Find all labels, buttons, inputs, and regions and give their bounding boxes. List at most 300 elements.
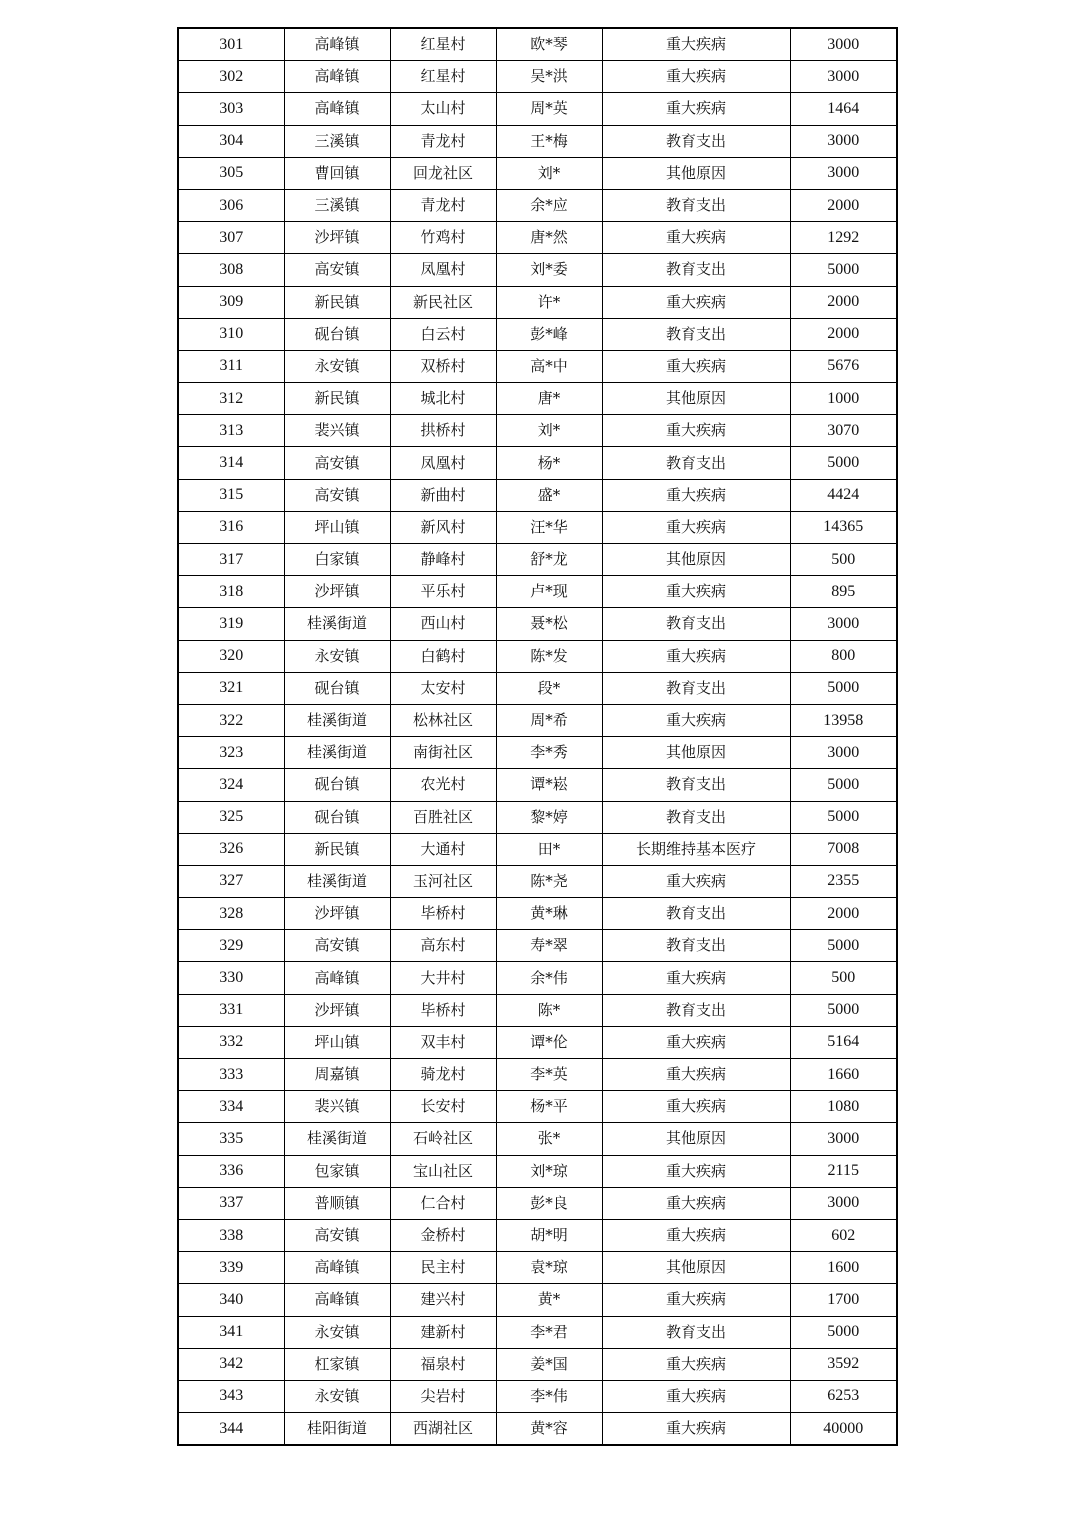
- serial-number-cell: 341: [178, 1316, 284, 1348]
- name-cell: 段*: [496, 672, 602, 704]
- village-cell: 新民社区: [390, 286, 496, 318]
- reason-cell: 其他原因: [602, 737, 790, 769]
- table-row: [178, 447, 897, 479]
- village-cell: 西山村: [390, 608, 496, 640]
- township-cell: 永安镇: [284, 1316, 390, 1348]
- amount-cell: 602: [790, 1219, 897, 1251]
- reason-cell: 教育支出: [602, 930, 790, 962]
- village-cell: 毕桥村: [390, 898, 496, 930]
- table-row: [178, 576, 897, 608]
- village-cell: 高东村: [390, 930, 496, 962]
- serial-number-cell: 325: [178, 801, 284, 833]
- serial-number-cell: 326: [178, 833, 284, 865]
- amount-cell: 3000: [790, 28, 897, 61]
- serial-number-cell: 340: [178, 1284, 284, 1316]
- serial-number-cell: 306: [178, 189, 284, 221]
- serial-number-cell: 302: [178, 61, 284, 93]
- serial-number-cell: 333: [178, 1059, 284, 1091]
- reason-cell: 重大疾病: [602, 1026, 790, 1058]
- village-cell: 新曲村: [390, 479, 496, 511]
- amount-cell: 5000: [790, 447, 897, 479]
- reason-cell: 其他原因: [602, 1123, 790, 1155]
- reason-cell: 重大疾病: [602, 61, 790, 93]
- village-cell: 建兴村: [390, 1284, 496, 1316]
- amount-cell: 3000: [790, 157, 897, 189]
- township-cell: 沙坪镇: [284, 994, 390, 1026]
- reason-cell: 重大疾病: [602, 1187, 790, 1219]
- amount-cell: 14365: [790, 511, 897, 543]
- township-cell: 坪山镇: [284, 511, 390, 543]
- serial-number-cell: 327: [178, 865, 284, 897]
- village-cell: 西湖社区: [390, 1413, 496, 1446]
- township-cell: 高峰镇: [284, 962, 390, 994]
- village-cell: 静峰村: [390, 544, 496, 576]
- serial-number-cell: 305: [178, 157, 284, 189]
- reason-cell: 教育支出: [602, 672, 790, 704]
- table-row: [178, 672, 897, 704]
- serial-number-cell: 314: [178, 447, 284, 479]
- amount-cell: 3000: [790, 608, 897, 640]
- township-cell: 高峰镇: [284, 61, 390, 93]
- table-row: [178, 801, 897, 833]
- village-cell: 大井村: [390, 962, 496, 994]
- serial-number-cell: 321: [178, 672, 284, 704]
- reason-cell: 重大疾病: [602, 1348, 790, 1380]
- township-cell: 高峰镇: [284, 1284, 390, 1316]
- name-cell: 陈*发: [496, 640, 602, 672]
- name-cell: 黄*琳: [496, 898, 602, 930]
- township-cell: 三溪镇: [284, 189, 390, 221]
- amount-cell: 500: [790, 544, 897, 576]
- name-cell: 张*: [496, 1123, 602, 1155]
- amount-cell: 800: [790, 640, 897, 672]
- serial-number-cell: 344: [178, 1413, 284, 1446]
- serial-number-cell: 335: [178, 1123, 284, 1155]
- reason-cell: 重大疾病: [602, 865, 790, 897]
- amount-cell: 3592: [790, 1348, 897, 1380]
- amount-cell: 1464: [790, 93, 897, 125]
- village-cell: 新风村: [390, 511, 496, 543]
- table-row: [178, 1316, 897, 1348]
- table-row: [178, 286, 897, 318]
- township-cell: 包家镇: [284, 1155, 390, 1187]
- serial-number-cell: 309: [178, 286, 284, 318]
- amount-cell: 2115: [790, 1155, 897, 1187]
- township-cell: 砚台镇: [284, 801, 390, 833]
- township-cell: 桂溪街道: [284, 704, 390, 736]
- amount-cell: 5000: [790, 254, 897, 286]
- reason-cell: 重大疾病: [602, 28, 790, 61]
- serial-number-cell: 318: [178, 576, 284, 608]
- name-cell: 盛*: [496, 479, 602, 511]
- reason-cell: 其他原因: [602, 157, 790, 189]
- name-cell: 李*伟: [496, 1380, 602, 1412]
- serial-number-cell: 337: [178, 1187, 284, 1219]
- name-cell: 刘*: [496, 157, 602, 189]
- table-row: [178, 415, 897, 447]
- name-cell: 卢*现: [496, 576, 602, 608]
- name-cell: 唐*: [496, 383, 602, 415]
- reason-cell: 重大疾病: [602, 962, 790, 994]
- reason-cell: 其他原因: [602, 1252, 790, 1284]
- table-row: [178, 61, 897, 93]
- township-cell: 沙坪镇: [284, 576, 390, 608]
- reason-cell: 教育支出: [602, 125, 790, 157]
- amount-cell: 3000: [790, 737, 897, 769]
- amount-cell: 5000: [790, 930, 897, 962]
- table-row: [178, 93, 897, 125]
- name-cell: 田*: [496, 833, 602, 865]
- township-cell: 普顺镇: [284, 1187, 390, 1219]
- amount-cell: 500: [790, 962, 897, 994]
- name-cell: 李*英: [496, 1059, 602, 1091]
- village-cell: 毕桥村: [390, 994, 496, 1026]
- table-row: [178, 640, 897, 672]
- table-row: [178, 511, 897, 543]
- table-row: [178, 1155, 897, 1187]
- village-cell: 农光村: [390, 769, 496, 801]
- table-row: [178, 383, 897, 415]
- amount-cell: 3070: [790, 415, 897, 447]
- table-row: [178, 1026, 897, 1058]
- township-cell: 曹回镇: [284, 157, 390, 189]
- amount-cell: 1660: [790, 1059, 897, 1091]
- serial-number-cell: 334: [178, 1091, 284, 1123]
- amount-cell: 1600: [790, 1252, 897, 1284]
- table-row: [178, 1252, 897, 1284]
- village-cell: 双桥村: [390, 350, 496, 382]
- village-cell: 骑龙村: [390, 1059, 496, 1091]
- table-row: [178, 1123, 897, 1155]
- township-cell: 砚台镇: [284, 672, 390, 704]
- township-cell: 三溪镇: [284, 125, 390, 157]
- village-cell: 红星村: [390, 28, 496, 61]
- village-cell: 尖岩村: [390, 1380, 496, 1412]
- reason-cell: 重大疾病: [602, 415, 790, 447]
- village-cell: 百胜社区: [390, 801, 496, 833]
- table-row: [178, 1348, 897, 1380]
- table-row: [178, 1059, 897, 1091]
- serial-number-cell: 338: [178, 1219, 284, 1251]
- name-cell: 姜*国: [496, 1348, 602, 1380]
- village-cell: 红星村: [390, 61, 496, 93]
- serial-number-cell: 329: [178, 930, 284, 962]
- table-row: [178, 930, 897, 962]
- table-row: [178, 222, 897, 254]
- township-cell: 桂溪街道: [284, 865, 390, 897]
- reason-cell: 教育支出: [602, 608, 790, 640]
- table-row: [178, 1219, 897, 1251]
- name-cell: 刘*: [496, 415, 602, 447]
- amount-cell: 5000: [790, 672, 897, 704]
- serial-number-cell: 301: [178, 28, 284, 61]
- amount-cell: 1292: [790, 222, 897, 254]
- amount-cell: 3000: [790, 125, 897, 157]
- amount-cell: 6253: [790, 1380, 897, 1412]
- table-row: [178, 608, 897, 640]
- township-cell: 永安镇: [284, 1380, 390, 1412]
- village-cell: 松林社区: [390, 704, 496, 736]
- table-row: [178, 1413, 897, 1446]
- village-cell: 城北村: [390, 383, 496, 415]
- township-cell: 高安镇: [284, 447, 390, 479]
- amount-cell: 3000: [790, 61, 897, 93]
- serial-number-cell: 303: [178, 93, 284, 125]
- township-cell: 白家镇: [284, 544, 390, 576]
- village-cell: 石岭社区: [390, 1123, 496, 1155]
- table-row: [178, 479, 897, 511]
- amount-cell: 13958: [790, 704, 897, 736]
- amount-cell: 3000: [790, 1123, 897, 1155]
- township-cell: 周嘉镇: [284, 1059, 390, 1091]
- township-cell: 高安镇: [284, 1219, 390, 1251]
- village-cell: 民主村: [390, 1252, 496, 1284]
- serial-number-cell: 313: [178, 415, 284, 447]
- name-cell: 欧*琴: [496, 28, 602, 61]
- township-cell: 高峰镇: [284, 93, 390, 125]
- serial-number-cell: 316: [178, 511, 284, 543]
- village-cell: 平乐村: [390, 576, 496, 608]
- serial-number-cell: 342: [178, 1348, 284, 1380]
- township-cell: 永安镇: [284, 640, 390, 672]
- reason-cell: 教育支出: [602, 1316, 790, 1348]
- village-cell: 玉河社区: [390, 865, 496, 897]
- village-cell: 回龙社区: [390, 157, 496, 189]
- amount-cell: 4424: [790, 479, 897, 511]
- township-cell: 高安镇: [284, 254, 390, 286]
- name-cell: 汪*华: [496, 511, 602, 543]
- township-cell: 杠家镇: [284, 1348, 390, 1380]
- name-cell: 彭*峰: [496, 318, 602, 350]
- reason-cell: 重大疾病: [602, 479, 790, 511]
- amount-cell: 5000: [790, 769, 897, 801]
- village-cell: 太安村: [390, 672, 496, 704]
- amount-cell: 2000: [790, 286, 897, 318]
- serial-number-cell: 320: [178, 640, 284, 672]
- table-row: [178, 1284, 897, 1316]
- amount-cell: 1080: [790, 1091, 897, 1123]
- township-cell: 砚台镇: [284, 318, 390, 350]
- table-row: [178, 1091, 897, 1123]
- reason-cell: 重大疾病: [602, 350, 790, 382]
- table-row: [178, 704, 897, 736]
- reason-cell: 重大疾病: [602, 1059, 790, 1091]
- serial-number-cell: 323: [178, 737, 284, 769]
- amount-cell: 5000: [790, 801, 897, 833]
- name-cell: 黄*容: [496, 1413, 602, 1446]
- name-cell: 周*英: [496, 93, 602, 125]
- township-cell: 新民镇: [284, 383, 390, 415]
- village-cell: 青龙村: [390, 125, 496, 157]
- name-cell: 余*应: [496, 189, 602, 221]
- amount-cell: 1000: [790, 383, 897, 415]
- village-cell: 福泉村: [390, 1348, 496, 1380]
- reason-cell: 教育支出: [602, 189, 790, 221]
- serial-number-cell: 312: [178, 383, 284, 415]
- reason-cell: 教育支出: [602, 898, 790, 930]
- name-cell: 寿*翠: [496, 930, 602, 962]
- township-cell: 沙坪镇: [284, 222, 390, 254]
- name-cell: 陈*: [496, 994, 602, 1026]
- serial-number-cell: 317: [178, 544, 284, 576]
- reason-cell: 重大疾病: [602, 640, 790, 672]
- reason-cell: 教育支出: [602, 994, 790, 1026]
- amount-cell: 7008: [790, 833, 897, 865]
- reason-cell: 重大疾病: [602, 704, 790, 736]
- village-cell: 太山村: [390, 93, 496, 125]
- village-cell: 仁合村: [390, 1187, 496, 1219]
- amount-cell: 2000: [790, 898, 897, 930]
- table-row: [178, 125, 897, 157]
- township-cell: 桂溪街道: [284, 608, 390, 640]
- township-cell: 高安镇: [284, 479, 390, 511]
- village-cell: 金桥村: [390, 1219, 496, 1251]
- amount-cell: 5000: [790, 994, 897, 1026]
- reason-cell: 重大疾病: [602, 1219, 790, 1251]
- table-row: [178, 189, 897, 221]
- name-cell: 刘*委: [496, 254, 602, 286]
- name-cell: 高*中: [496, 350, 602, 382]
- township-cell: 桂溪街道: [284, 1123, 390, 1155]
- reason-cell: 重大疾病: [602, 286, 790, 318]
- reason-cell: 其他原因: [602, 544, 790, 576]
- serial-number-cell: 330: [178, 962, 284, 994]
- serial-number-cell: 311: [178, 350, 284, 382]
- name-cell: 许*: [496, 286, 602, 318]
- village-cell: 白鹤村: [390, 640, 496, 672]
- amount-cell: 5000: [790, 1316, 897, 1348]
- reason-cell: 重大疾病: [602, 93, 790, 125]
- amount-cell: 5676: [790, 350, 897, 382]
- name-cell: 彭*良: [496, 1187, 602, 1219]
- township-cell: 高峰镇: [284, 28, 390, 61]
- reason-cell: 重大疾病: [602, 1155, 790, 1187]
- serial-number-cell: 332: [178, 1026, 284, 1058]
- amount-cell: 5164: [790, 1026, 897, 1058]
- reason-cell: 教育支出: [602, 801, 790, 833]
- reason-cell: 教育支出: [602, 318, 790, 350]
- name-cell: 王*梅: [496, 125, 602, 157]
- name-cell: 谭*崧: [496, 769, 602, 801]
- village-cell: 凤凰村: [390, 254, 496, 286]
- township-cell: 新民镇: [284, 833, 390, 865]
- table-row: [178, 737, 897, 769]
- table-row: [178, 544, 897, 576]
- table-row: [178, 833, 897, 865]
- serial-number-cell: 310: [178, 318, 284, 350]
- reason-cell: 重大疾病: [602, 1284, 790, 1316]
- table-row: [178, 1187, 897, 1219]
- name-cell: 余*伟: [496, 962, 602, 994]
- name-cell: 吴*洪: [496, 61, 602, 93]
- township-cell: 桂溪街道: [284, 737, 390, 769]
- village-cell: 凤凰村: [390, 447, 496, 479]
- name-cell: 胡*明: [496, 1219, 602, 1251]
- amount-cell: 40000: [790, 1413, 897, 1446]
- table-row: [178, 769, 897, 801]
- reason-cell: 重大疾病: [602, 1091, 790, 1123]
- township-cell: 高安镇: [284, 930, 390, 962]
- reason-cell: 重大疾病: [602, 1380, 790, 1412]
- table-row: [178, 898, 897, 930]
- village-cell: 双丰村: [390, 1026, 496, 1058]
- township-cell: 裴兴镇: [284, 1091, 390, 1123]
- table-row: [178, 254, 897, 286]
- reason-cell: 教育支出: [602, 769, 790, 801]
- township-cell: 裴兴镇: [284, 415, 390, 447]
- serial-number-cell: 319: [178, 608, 284, 640]
- reason-cell: 教育支出: [602, 254, 790, 286]
- table-row: [178, 157, 897, 189]
- name-cell: 陈*尧: [496, 865, 602, 897]
- name-cell: 黎*婷: [496, 801, 602, 833]
- name-cell: 黄*: [496, 1284, 602, 1316]
- village-cell: 宝山社区: [390, 1155, 496, 1187]
- village-cell: 建新村: [390, 1316, 496, 1348]
- name-cell: 聂*松: [496, 608, 602, 640]
- table-row: [178, 28, 897, 61]
- township-cell: 桂阳街道: [284, 1413, 390, 1446]
- name-cell: 谭*伦: [496, 1026, 602, 1058]
- name-cell: 唐*然: [496, 222, 602, 254]
- village-cell: 竹鸡村: [390, 222, 496, 254]
- reason-cell: 长期维持基本医疗: [602, 833, 790, 865]
- serial-number-cell: 328: [178, 898, 284, 930]
- reason-cell: 教育支出: [602, 447, 790, 479]
- serial-number-cell: 331: [178, 994, 284, 1026]
- reason-cell: 重大疾病: [602, 576, 790, 608]
- serial-number-cell: 343: [178, 1380, 284, 1412]
- village-cell: 青龙村: [390, 189, 496, 221]
- village-cell: 白云村: [390, 318, 496, 350]
- serial-number-cell: 324: [178, 769, 284, 801]
- name-cell: 李*君: [496, 1316, 602, 1348]
- name-cell: 袁*琼: [496, 1252, 602, 1284]
- table-row: [178, 994, 897, 1026]
- reason-cell: 重大疾病: [602, 511, 790, 543]
- amount-cell: 3000: [790, 1187, 897, 1219]
- village-cell: 南街社区: [390, 737, 496, 769]
- relief-recipient-table: [177, 27, 898, 1446]
- serial-number-cell: 315: [178, 479, 284, 511]
- township-cell: 砚台镇: [284, 769, 390, 801]
- village-cell: 长安村: [390, 1091, 496, 1123]
- township-cell: 新民镇: [284, 286, 390, 318]
- township-cell: 沙坪镇: [284, 898, 390, 930]
- reason-cell: 重大疾病: [602, 1413, 790, 1446]
- township-cell: 永安镇: [284, 350, 390, 382]
- serial-number-cell: 304: [178, 125, 284, 157]
- table-row: [178, 1380, 897, 1412]
- village-cell: 大通村: [390, 833, 496, 865]
- serial-number-cell: 308: [178, 254, 284, 286]
- name-cell: 刘*琼: [496, 1155, 602, 1187]
- name-cell: 李*秀: [496, 737, 602, 769]
- table-row: [178, 962, 897, 994]
- village-cell: 拱桥村: [390, 415, 496, 447]
- name-cell: 舒*龙: [496, 544, 602, 576]
- reason-cell: 其他原因: [602, 383, 790, 415]
- amount-cell: 2000: [790, 189, 897, 221]
- table-row: [178, 350, 897, 382]
- serial-number-cell: 339: [178, 1252, 284, 1284]
- table-row: [178, 865, 897, 897]
- amount-cell: 1700: [790, 1284, 897, 1316]
- serial-number-cell: 322: [178, 704, 284, 736]
- serial-number-cell: 307: [178, 222, 284, 254]
- amount-cell: 2355: [790, 865, 897, 897]
- township-cell: 高峰镇: [284, 1252, 390, 1284]
